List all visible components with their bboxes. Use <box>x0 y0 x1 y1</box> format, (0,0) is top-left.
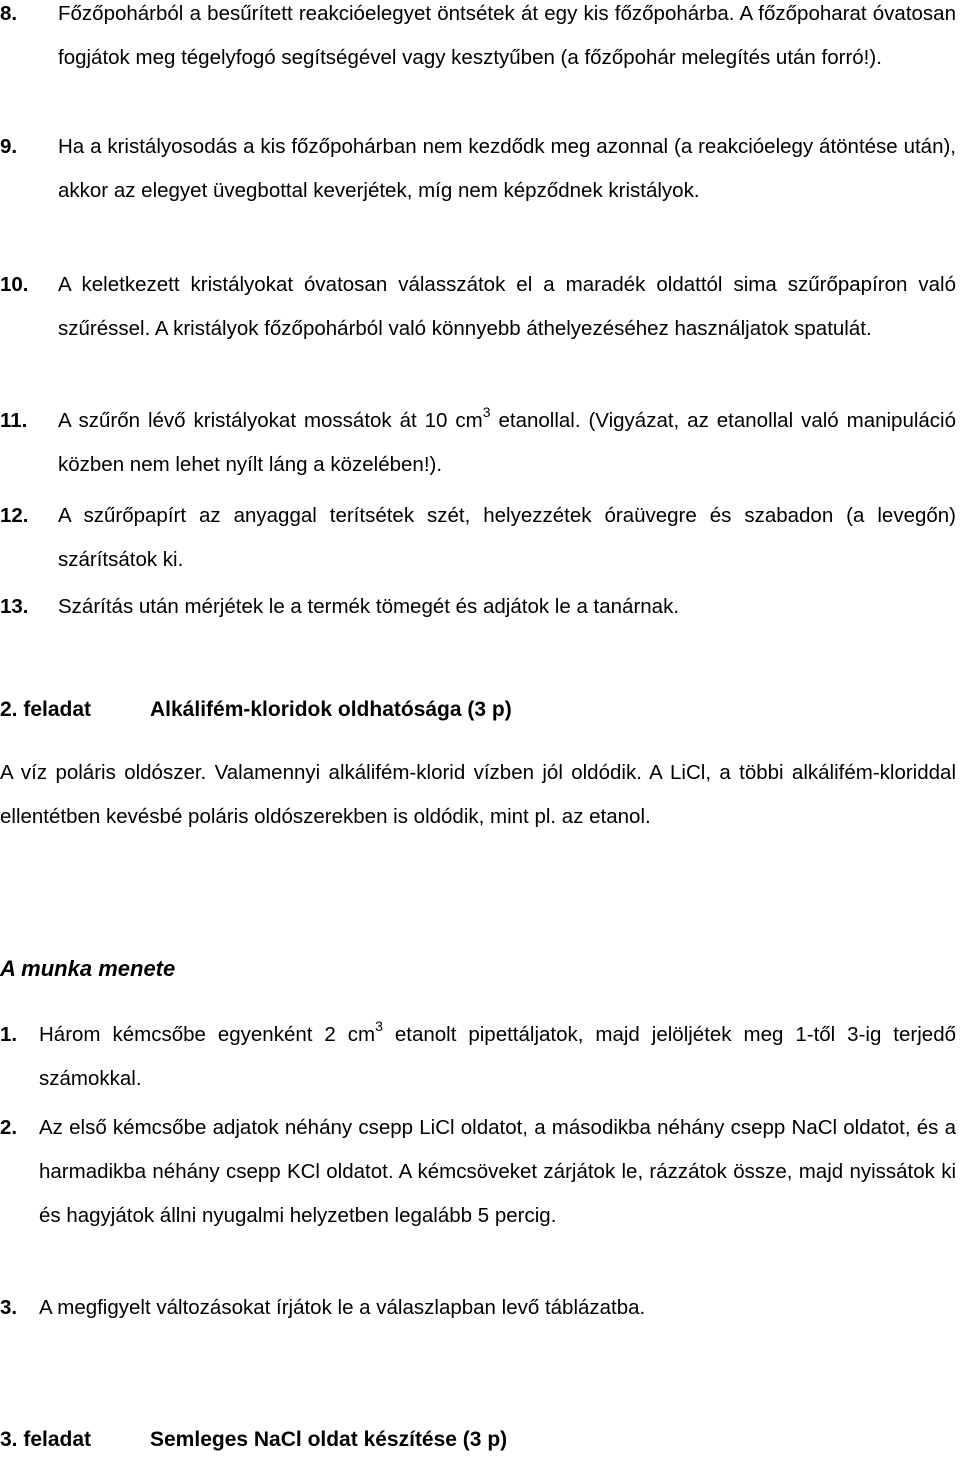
step-text-part: Három kémcsőbe egyenként 2 cm <box>39 1023 376 1046</box>
step-number: 1. <box>0 1023 18 1046</box>
task-label: 2. feladat <box>0 698 92 721</box>
step-text: A megfigyelt változásokat írjátok le a válaszlapban levő táblázatba. <box>39 1296 646 1319</box>
step-text-part: etanolt pipettáljatok, majd jelöljétek meg 1-től 3-ig terjedő számokkal. <box>39 1023 956 1090</box>
step-number: 10. <box>0 273 29 296</box>
step-text-part: etanollal. (Vigyázat, az etanollal való manipuláció közben nem lehet nyílt láng a közelében!). <box>58 409 957 476</box>
step-text: A keletkezett kristályokat óvatosan válasszátok el a maradék oldattól sima szűrőpapíron való szűréssel. A kristályok főzőpohárból való könnyebb áthelyezéséhez használjatok spatulát. <box>58 273 956 340</box>
task-title: Alkálifém-kloridok oldhatósága (3 p) <box>150 698 512 721</box>
task-2-intro: A víz poláris oldószer. Valamennyi alkálifém-klorid vízben jól oldódik. A LiCl, a többi alkálifém-kloriddal ellentétben kevésbé poláris oldószerekben is oldódik, mint pl. az etanol. <box>0 761 956 828</box>
step-number: 3. <box>0 1296 18 1319</box>
step-text: Az első kémcsőbe adjatok néhány csepp LiCl oldatot, a másodikba néhány csepp NaCl oldatot, és a harmadikba néhány csepp KCl oldatot. A kémcsöveket zárjátok le, rázzátok össze, majd nyissátok ki és hagyjátok állni nyugalmi helyzetben legalább 5 percig. <box>39 1116 956 1227</box>
step-text: Szárítás után mérjétek le a termék tömegét és adjátok le a tanárnak. <box>58 595 680 618</box>
step-text: Főzőpohárból a besűrített reakcióelegyet öntsétek át egy kis főzőpohárba. A főzőpoharat óvatosan fogjátok meg tégelyfogó segítségével vagy kesztyűben (a főzőpohár melegítés után forró!). <box>58 2 956 69</box>
task-label: 3. feladat <box>0 1428 92 1451</box>
step-text: Ha a kristályosodás a kis főzőpohárban nem kezdődk meg azonnal (a reakcióelegy átöntése után), akkor az elegyet üvegbottal keverjétek, míg nem képződnek kristályok. <box>58 135 956 202</box>
step-number: 13. <box>0 595 29 618</box>
step-text <box>39 1013 956 1101</box>
task-3-heading <box>0 1418 508 1462</box>
section-title: A munka menete <box>0 956 176 981</box>
superscript: 3 <box>375 1018 383 1034</box>
superscript: 3 <box>482 404 491 420</box>
step-number: 2. <box>0 1116 18 1139</box>
step-number: 12. <box>0 504 29 527</box>
step-number: 9. <box>0 135 18 158</box>
task-title: Semleges NaCl oldat készítése (3 p) <box>150 1428 508 1451</box>
step-text-part: A szűrőn lévő kristályokat mossátok át 10 cm <box>58 409 483 432</box>
step-text <box>58 399 956 487</box>
step-number: 8. <box>0 2 18 25</box>
step-text: A szűrőpapírt az anyaggal terítsétek szét, helyezzétek óraüvegre és szabadon (a levegőn) szárítsátok ki. <box>58 504 956 571</box>
task-2-heading <box>0 688 512 732</box>
step-number: 11. <box>0 409 28 432</box>
